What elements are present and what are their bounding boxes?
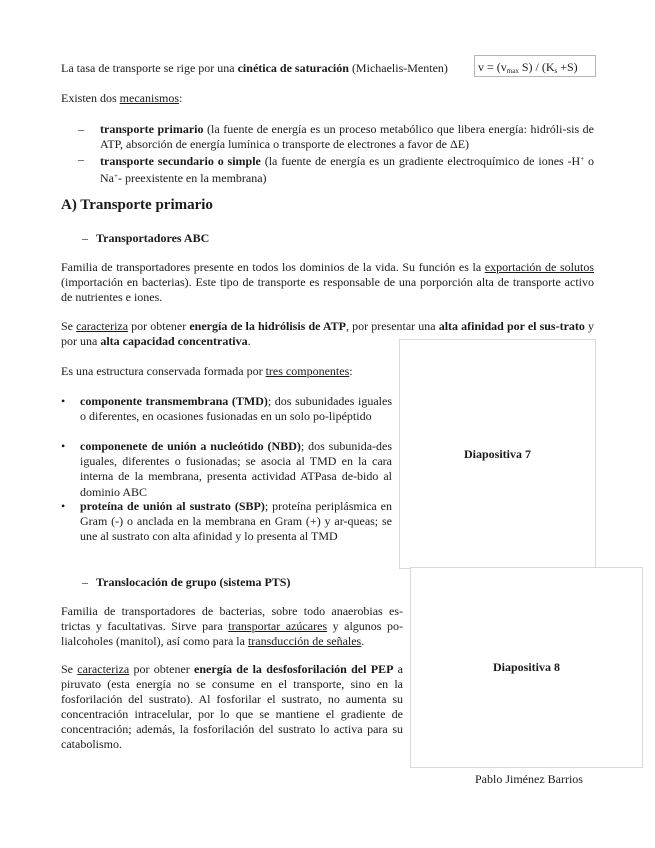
abc-p3-text-a: Es una estructura conservada formada por [61, 364, 266, 378]
mechanisms-paragraph [61, 91, 594, 106]
pts-p1-text-c: . [361, 634, 365, 648]
slide-placeholder-7 [399, 339, 596, 569]
pts-p1-text-a: Familia de transportadores de bacterias, sobre todo anaerobias es-trictas y facultativas. Sirve para [61, 604, 403, 633]
section-heading-primary-transport: A) Transporte primario [61, 197, 213, 213]
pts-p2-text-b: por obtener [129, 662, 195, 676]
mechanism-secondary [78, 152, 595, 186]
formula-sub-s: s [554, 67, 558, 75]
abc-p2-text-e: . [247, 334, 251, 348]
pts-heading-text: Translocación de grupo (sistema PTS) [96, 575, 291, 589]
slide-7-label: Diapositiva 7 [463, 446, 531, 461]
formula-part-b: S) / (K [518, 60, 555, 74]
component-nbd [61, 439, 392, 500]
mechanism-primary-desc: (la fuente de energía es un proceso metabólico que libera energía: hidróli-sis de ATP, absorción de energía lumínica o transporte de electrones a favor de ΔE) [100, 122, 594, 151]
component-sbp-text [80, 499, 392, 545]
component-nbd-bold: componenete de unión a nucleótido (NBD) [80, 439, 301, 453]
dash-marker: – [78, 122, 84, 136]
bullet-marker: • [61, 439, 66, 453]
formula-sub-max: max [506, 67, 519, 75]
bullet-marker: • [61, 499, 66, 513]
component-sbp [61, 499, 392, 545]
pts-p2-underlined: caracteriza [77, 662, 130, 676]
abc-paragraph-1 [61, 260, 594, 305]
slide-8-label: Diapositiva 8 [492, 660, 560, 674]
mechanism-primary-bold: transporte primario [100, 122, 204, 136]
pts-p2-text-a: Se [61, 662, 78, 676]
ion-charge-2: + [114, 172, 118, 180]
abc-p2-bold-2: alta afinidad por el sus-trato [438, 319, 585, 333]
mechanism-secondary-text [100, 152, 594, 186]
mechanism-secondary-bold: transporte secundario o simple [100, 154, 261, 168]
pts-p1-text-b: y algunos po-lialcoholes (manitol), así como para la [61, 619, 403, 648]
abc-p2-text-b: por obtener [128, 319, 190, 333]
pts-p1-underlined-2: transducción de señales [247, 634, 362, 648]
mechanisms-underlined: mecanismos [119, 91, 179, 105]
rate-text: La tasa de transporte se rige por una [61, 61, 238, 75]
component-nbd-desc: ; dos subunida-des iguales, diferentes o fusionadas; se asocia al TMD en la cara interna de la membrana, presenta actividad ATPasa de-bido al dominio ABC [80, 439, 393, 499]
component-tmd-text [80, 394, 392, 424]
abc-p3-underlined: tres componentes [265, 364, 350, 378]
component-tmd [61, 394, 392, 424]
formula-box [474, 55, 596, 77]
pts-paragraph-1 [61, 604, 403, 649]
mechanism-primary-text [100, 122, 594, 152]
pts-paragraph-2 [61, 662, 403, 752]
abc-p1-text-a: Familia de transportadores presente en todos los dominios de la vida. Su función es la [61, 260, 485, 274]
slide-placeholder-8 [410, 567, 643, 768]
dash-marker: – [82, 231, 88, 245]
abc-p2-text-a: Se [61, 319, 77, 333]
formula-part-a: v = (v [478, 60, 507, 74]
formula-part-c: +S) [557, 60, 578, 74]
bullet-marker: • [61, 394, 66, 408]
abc-heading [82, 231, 209, 246]
pts-heading [82, 575, 290, 590]
abc-p1-text-b: (importación en bacterias). Este tipo de transporte es responsable de una porporción alta de transporte activo de nutrientes e iones. [61, 275, 594, 304]
pts-p2-bold: energía de la desfosforilación del PEP [194, 662, 394, 676]
pts-p2-text-c: a piruvato (esta energía no se consume en el transporte, sino en la fosforilación del sustrato). Al fosforilar el sustrato, no aumenta su concentración intracelular, por lo que se mantiene el gradiente de concentración; además, la fosforilación del sustrato lo activa para su catabolismo. [61, 662, 404, 751]
author-footer: Pablo Jiménez Barrios [475, 772, 583, 786]
component-nbd-text [80, 439, 392, 500]
abc-p2-bold-1: energía de la hidrólisis de ATP [189, 319, 346, 333]
mechanism-secondary-desc-c: - preexistente en la membrana) [117, 171, 267, 185]
mechanism-primary [78, 122, 594, 152]
mechanisms-text: Existen dos [61, 91, 120, 105]
component-sbp-desc: ; proteína periplásmica en Gram (-) o anclada en la membrana en Gram (+) y ar-queas; se une al sustrato con alta afinidad y lo presenta al TMD [80, 499, 392, 544]
mechanism-secondary-desc-b: o Na [100, 154, 595, 185]
rate-suffix: (Michaelis-Menten) [348, 61, 448, 75]
abc-p2-text-c: , por presentar una [346, 319, 439, 333]
abc-heading-text: Transportadores ABC [96, 231, 210, 245]
abc-p2-underlined: caracteriza [76, 319, 129, 333]
abc-p2-bold-3: alta capacidad concentrativa [100, 334, 248, 348]
dash-marker: – [78, 152, 84, 166]
ion-charge-1: + [580, 155, 585, 163]
rate-bold: cinética de saturación [237, 61, 349, 75]
dash-marker: – [82, 575, 88, 589]
abc-p3-text-b: : [349, 364, 353, 378]
abc-paragraph-3 [61, 364, 391, 379]
component-sbp-bold: proteína de unión al sustrato (SBP) [80, 499, 265, 513]
pts-p1-underlined-1: transportar azúcares [228, 619, 328, 633]
component-tmd-desc: ; dos subunidades iguales o diferentes, en ocasiones fusionadas en un solo po-lipéptido [80, 394, 392, 424]
abc-p2-text-d: y por una [61, 319, 595, 348]
abc-p1-underlined: exportación de solutos [484, 260, 594, 274]
mechanism-secondary-desc-a: (la fuente de energía es un gradiente electroquímico de iones -H [260, 154, 581, 168]
component-tmd-bold: componente transmembrana (TMD) [80, 394, 268, 408]
mechanisms-suffix: : [179, 91, 183, 105]
